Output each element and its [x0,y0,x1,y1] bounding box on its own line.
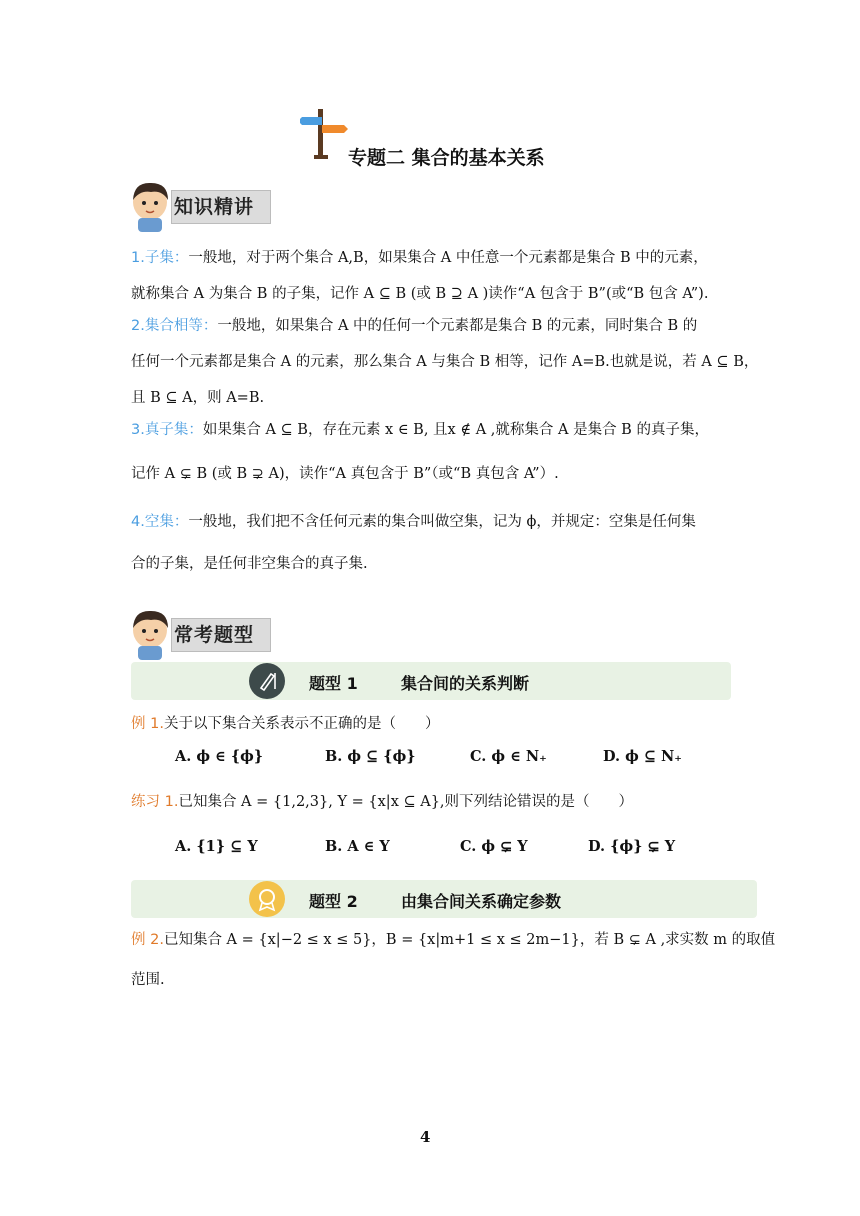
signpost-icon [300,105,350,161]
question-text: 关于以下集合关系表示不正确的是（ ） [163,716,440,732]
para-subset [131,240,741,312]
type-number: 题型 2 [309,892,358,911]
section-label-knowledge: 知识精讲 [171,190,271,224]
heading-equal: 2.集合相等： [131,318,218,334]
boy-avatar-icon [128,180,174,232]
example-1 [131,706,741,742]
question-text: 已知集合 A = {1,2,3}, Y = {x|x ⊆ A},则下列结论错误的是（ ） [178,794,634,810]
text-line: 记作 A ⊊ B (或 B ⊋ A)，读作“A 真包含于 B”（或“B 真包含 A”）. [131,466,559,482]
pencil-icon [249,663,285,699]
badge-icon [249,881,285,917]
option-b: B. A ∈ Y [325,838,390,855]
section-label-question-types: 常考题型 [171,618,271,652]
heading-empty-set: 4.空集： [131,514,189,530]
page-title: 专题二 集合的基本关系 [348,147,545,169]
text-line: 一般地，对于两个集合 A,B，如果集合 A 中任意一个元素都是集合 B 中的元素， [188,250,708,266]
text-line: 任何一个元素都是集合 A 的元素，那么集合 A 与集合 B 相等，记作 A=B.也就是说，若 A ⊆ B， [131,354,759,370]
option-a: A. {1} ⊆ Y [175,838,258,855]
text-line: 就称集合 A 为集合 B 的子集，记作 A ⊆ B (或 B ⊇ A )读作“A 包含于 B”(或“B 包含 A”). [131,286,709,302]
boy-avatar-icon [128,608,174,660]
option-c: C. ϕ ∈ N₊ [470,748,547,765]
page-number: 4 [420,1128,431,1146]
type-bar-2 [131,880,757,918]
option-d: D. ϕ ⊆ N₊ [603,748,682,765]
option-b: B. ϕ ⊆ {ϕ} [325,748,416,765]
practice-tag: 练习 1. [131,794,179,810]
option-d: D. {ϕ} ⊊ Y [588,838,676,855]
example-tag: 例 2. [131,932,164,948]
section-banner-knowledge [128,180,278,232]
type-number: 题型 1 [309,674,358,693]
question-text: 范围. [131,972,165,988]
para-equal [131,308,759,416]
example-tag: 例 1. [131,716,164,732]
option-a: A. ϕ ∈ {ϕ} [175,748,264,765]
para-empty-set [131,504,741,582]
option-c: C. ϕ ⊊ Y [460,838,528,855]
type-name: 集合间的关系判断 [401,674,530,693]
practice-1-options [175,838,735,862]
type-bar-1 [131,662,731,700]
text-line: 一般地，如果集合 A 中的任何一个元素都是集合 B 的元素，同时集合 B 的 [217,318,698,334]
question-text: 已知集合 A = {x|−2 ≤ x ≤ 5}，B = {x|m+1 ≤ x ≤ 2m−1}，若 B ⊊ A ,求实数 m 的取值 [163,932,776,948]
para-proper-subset [131,412,741,492]
section-banner-question-types [128,608,278,660]
text-line: 一般地，我们把不含任何元素的集合叫做空集，记为 ϕ，并规定：空集是任何集 [188,514,696,530]
text-line: 合的子集，是任何非空集合的真子集. [131,556,368,572]
text-line: 如果集合 A ⊆ B，存在元素 x ∈ B, 且x ∉ A ,就称集合 A 是集合 B 的真子集， [202,422,709,438]
heading-subset: 1.子集： [131,250,189,266]
example-2 [131,922,776,998]
heading-proper-subset: 3.真子集： [131,422,203,438]
title-block [300,105,630,169]
practice-1 [131,784,741,820]
text-line: 且 B ⊆ A，则 A=B. [131,390,265,406]
type-name: 由集合间关系确定参数 [401,892,562,911]
example-1-options [175,748,735,772]
